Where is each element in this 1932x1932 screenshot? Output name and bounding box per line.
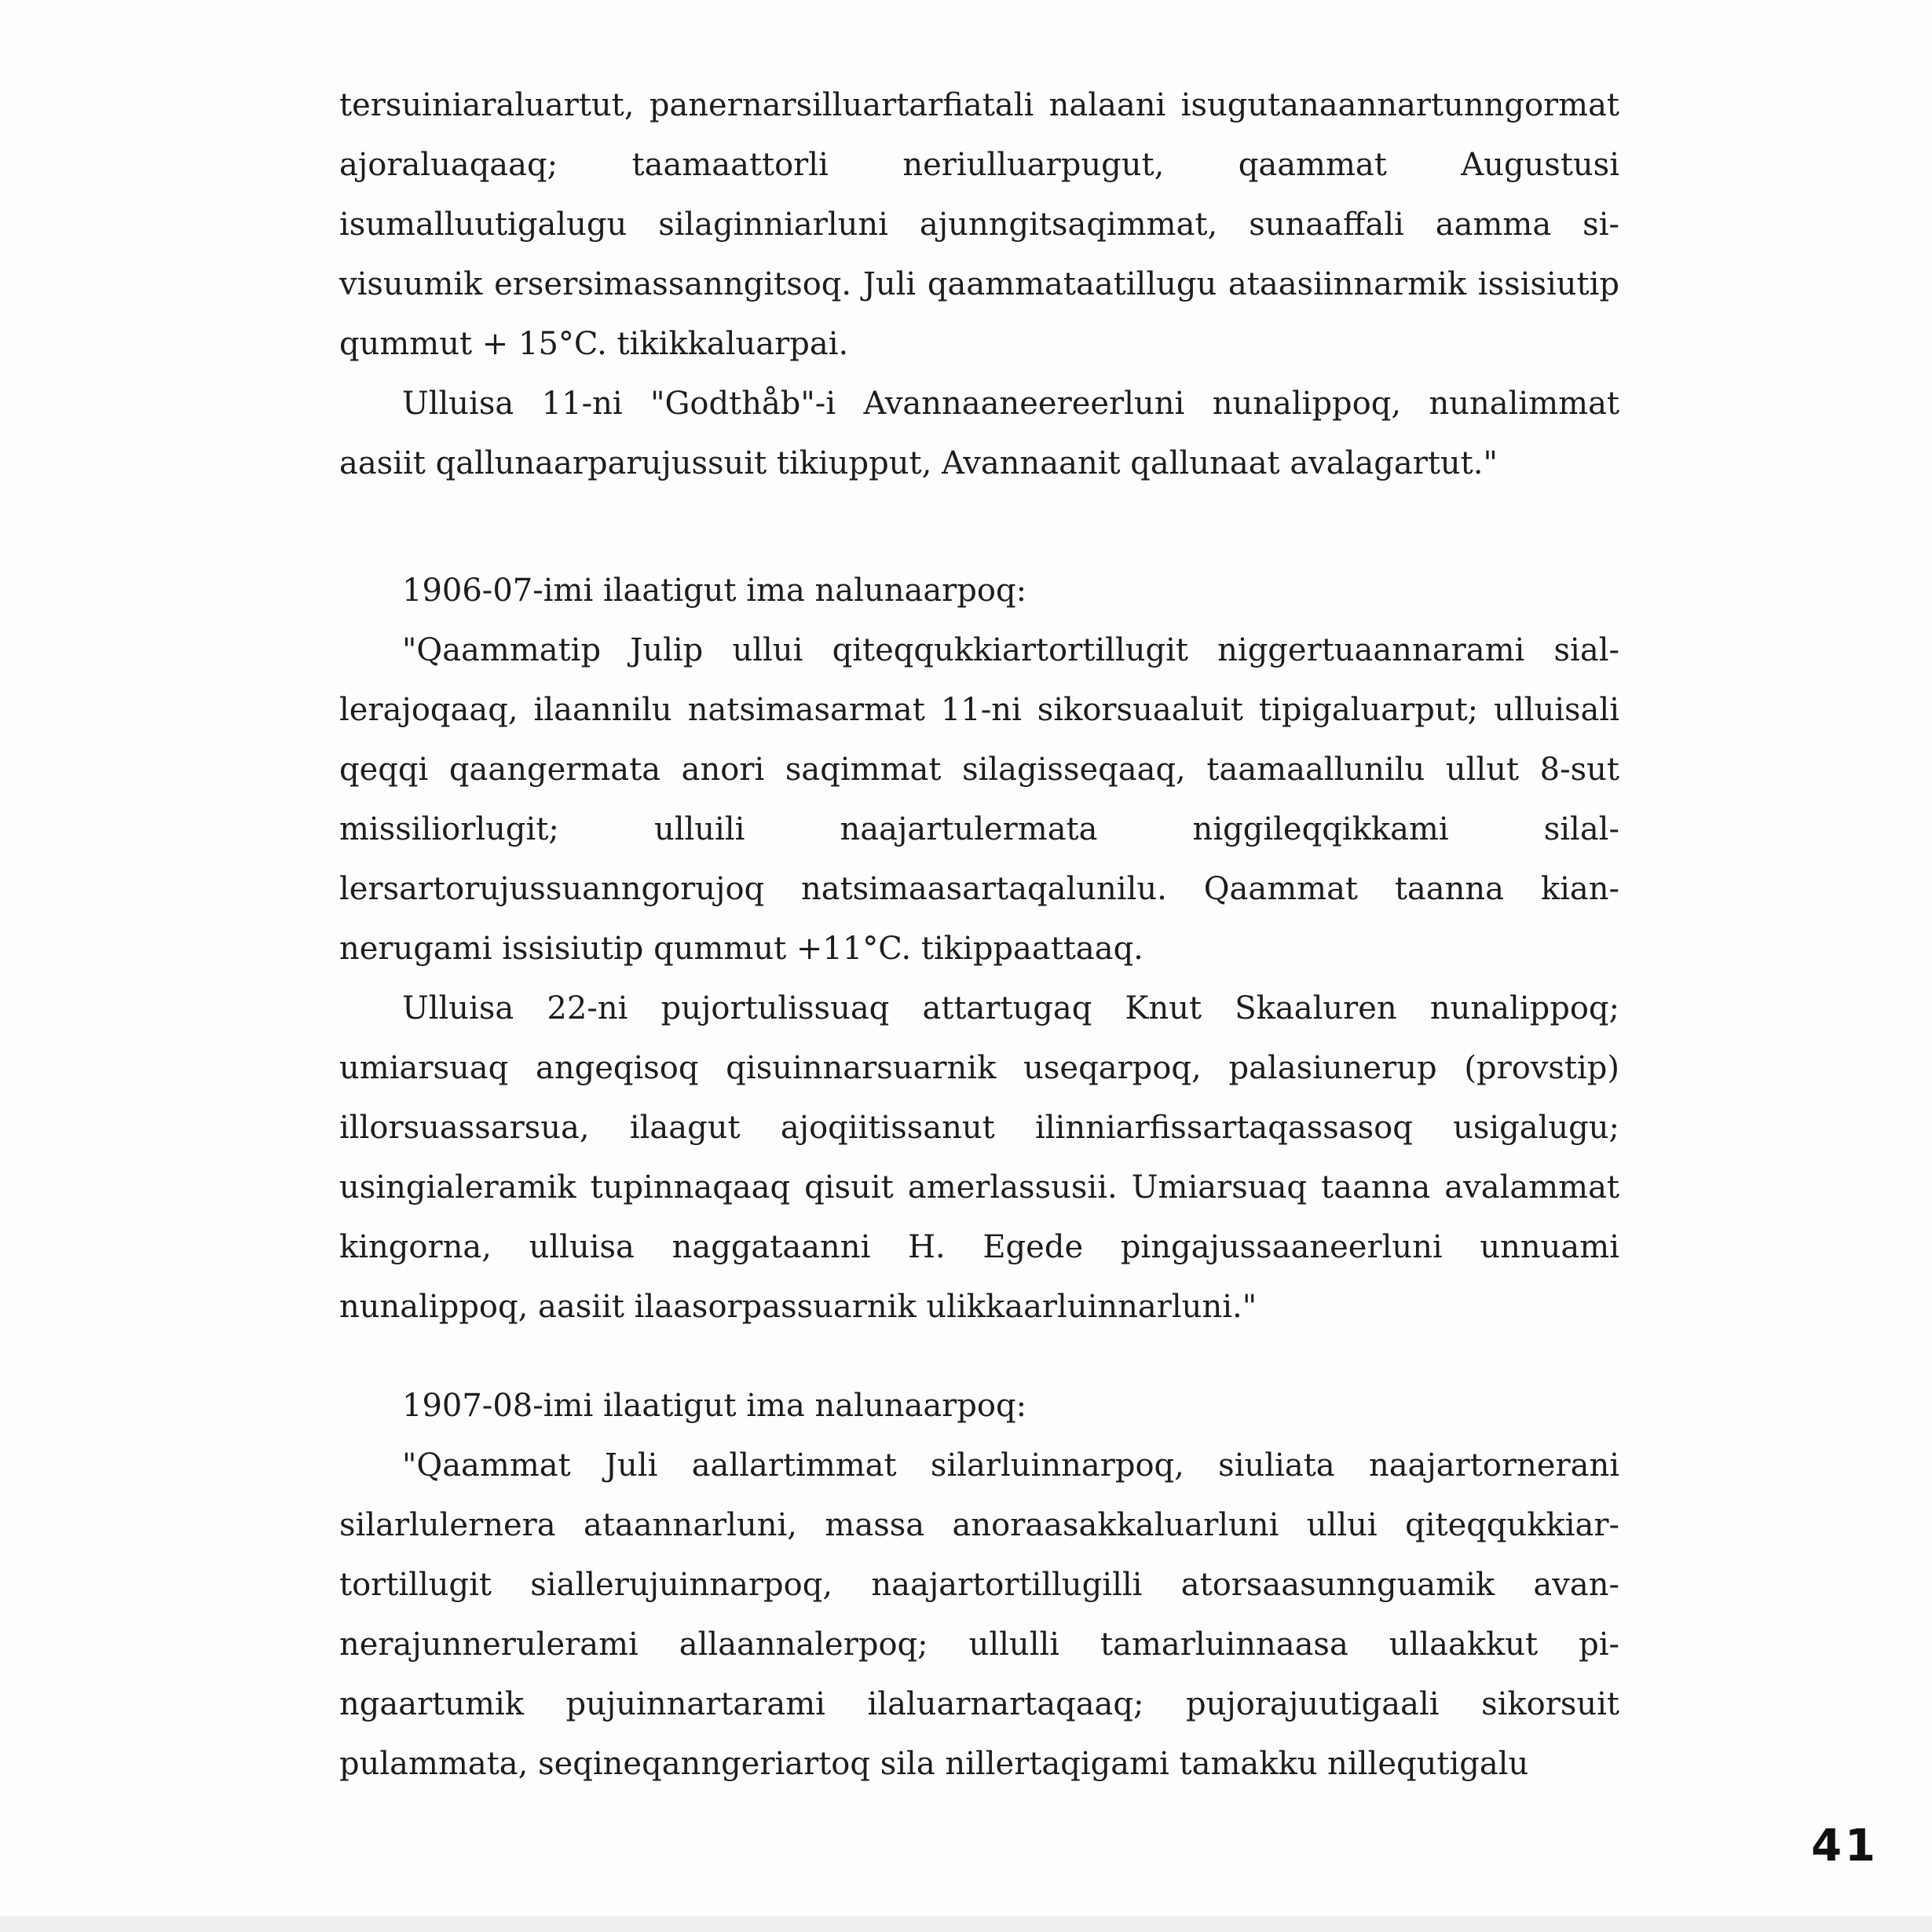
page-number: 41 xyxy=(1811,1820,1879,1872)
text-block-1906 xyxy=(339,561,1619,1337)
page-bottom-edge xyxy=(0,1916,1932,1932)
text-block-top xyxy=(339,75,1619,493)
paragraph-4: "Qaammatip Julip ullui qiteqqukkiartortillugit niggertuaannarami siallerajoqaaq, ilaannilu natsimasarmat 11-ni sikorsuaaluit tipigaluarput; ulluisali qeqqi qaangermata anori saqimmat silagisseqaaq, taamaallunilu ullut 8-sut missiliorlugit; ulluili naajartulermata niggileqqikkami silallersartorujussuanngorujoq natsimaasartaqalunilu. Qaammat taanna kiannerugami issisiutip qummut +11°C. tikippaattaaq. xyxy=(339,632,1619,967)
paragraph-2: Ulluisa 11-ni "Godthåb"-i Avannaaneereerluni nunalippoq, nunalimmat aasiit qallunaarparujussuit tikiupput, Avannaanit qallunaat avalagartut." xyxy=(339,386,1619,481)
text-block-1907 xyxy=(339,1376,1619,1794)
section-heading-1907: 1907-08-imi ilaatigut ima nalunaarpoq: xyxy=(402,1388,1027,1424)
paragraph-1: tersuiniaraluartut, panernarsilluartarfiatali nalaani isugutanaannartunngormat ajoraluaqaaq; taamaattorli neriulluarpugut, qaammat Augustusi isumalluutigalugu silaginniarluni ajunngitsaqimmat, sunaaffali aamma sivisuumik ersersimassanngitsoq. Juli qaammataatillugu ataasiinnarmik issisiutip qummut + 15°C. tikikkaluarpai. xyxy=(339,87,1619,362)
paragraph-7: "Qaammat Juli aallartimmat silarluinnarpoq, siuliata naajartornerani silarlulernera ataannarluni, massa anoraasakkaluarluni ullui qiteqqukkiartortillugit siallerujuinnarpoq, naajartortillugilli atorsaasunnguamik avannerajunnerulerami allaannalerpoq; ullulli tamarluinnaasa ullaakkut pingaartumik pujuinnartarami ilaluarnartaqaaq; pujorajuutigaali sikorsuit pulammata, seqineqanngeriartoq sila nillertaqigami tamakku nillequtigalu xyxy=(339,1447,1619,1782)
section-heading-1906: 1906-07-imi ilaatigut ima nalunaarpoq: xyxy=(402,573,1027,609)
paragraph-5: Ulluisa 22-ni pujortulissuaq attartugaq Knut Skaaluren nunalippoq; umiarsuaq angeqisoq qisuinnarsuarnik useqarpoq, palasiunerup (provstip) illorsuassarsua, ilaagut ajoqiitissanut ilinniarfissartaqassasoq usigalugu; usingialeramik tupinnaqaaq qisuit amerlassusii. Umiarsuaq taanna avalammat kingorna, ulluisa naggataanni H. Egede pingajussaaneerluni unnuami nunalippoq, aasiit ilaasorpassuarnik ulikkaarluinnarluni." xyxy=(339,990,1619,1325)
